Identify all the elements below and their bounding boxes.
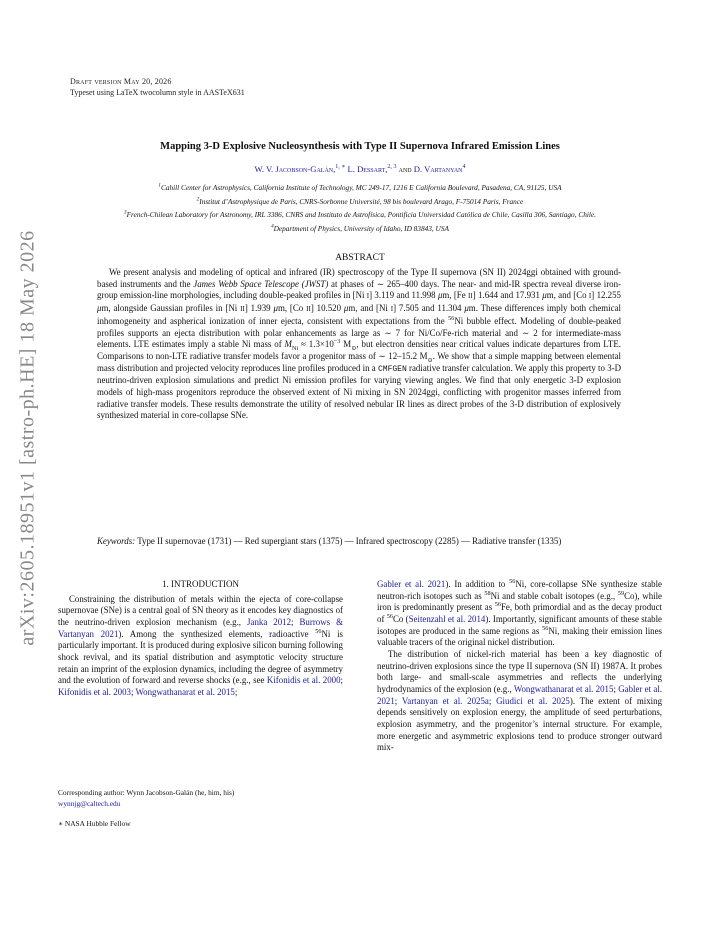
citation-link[interactable]: Kifonidis et al. 2000 [266,675,341,686]
affiliation-4: $^4$Department of Physics, University of Idaho, ID 83843, USA [271,223,449,233]
affiliation-1: $^1$Cahill Center for Astrophysics, California Institute of Technology, MC 249-17, 1216 E California Boulevard, Pasadena, CA, 91125, USA [158,182,562,192]
keywords-list: Type II supernovae (1731) — Red supergiant stars (1375) — Infrared spectroscopy (2285) — Radiative transfer (1335) [137,536,562,546]
citation-link[interactable]: Wongwathanarat et al. 2015 [513,683,614,694]
citation-link[interactable]: Janka 2012 [247,616,292,627]
abstract-body: We present analysis and modeling of optical and infrared (IR) spectroscopy of the Type II supernova (SN II) 2024ggi obtained with ground-based instruments and the James Webb Space Telescope (JWST) at phases of ∼ 265–400 days. The near- and mid-IR spectra reveal diverse iron-group emission-line morphologies, including double-peaked profiles in [Ni I] 3.119 and 11.998 μm, [Fe II] 1.644 and 17.931 μm, and [Co I] 12.255 μm, alongside Gaussian profiles in [Ni II] 1.939 μm, [Co II] 10.520 μm, and [Ni I] 7.505 and 11.304 μm. These differences imply both chemical inhomogeneity and aspherical ionization of inner ejecta, consistent with expectations from the $^{56}$Ni bubble effect. Modeling of double-peaked profiles supports an ejecta distribution with polar enhancements as large as ∼ 7 for Ni/Co/Fe-rich material and ∼ 2 for intermediate-mass elements. LTE estimates imply a stable Ni mass of $M_{Ni} \approx 1.3\times 10^{-3}$ $M_⊙$, but electron densities near critical values indicate departures from LTE. Comparisons to non-LTE radiative transfer models favor a progenitor mass of ∼ 12–15.2 $M_⊙$. We show that a simple mapping between elemental mass distribution and projected velocity reproduces line profiles produced in a CMFGEN radiative transfer calculation. We apply this property to 3-D neutrino-driven explosion simulations and predict Ni emission profiles for varying viewing angles. We find that only energetic 3-D explosion models of high-mass progenitors reproduce the observed extent of Ni mixing in SN 2024ggi, conflicting with progenitor masses inferred from radiative transfer models. These results demonstrate the utility of resolved nebular IR lines as direct probes of the 3-D distribution of explosively synthesized material in core-collapse SNe. [97,267,621,421]
typeset-note: Typeset using LaTeX twocolumn style in AASTeX631 [70,88,245,97]
arxiv-stamp [8,228,48,648]
author-1[interactable]: W. V. Jacobson-Galán, [254,164,336,174]
author-2-affil: 2, 3 [387,164,397,171]
intro-paragraph-2: The distribution of nickel-rich material has been a key diagnostic of neutrino-driven explosions since the type II supernova (SN II) 1987A. It probes both large- and small-scale asymmetries and reflects the underlying hydrodynamics of the explosion (e.g., Wongwathanarat et al. 2015; Gabler et al. 2021; Vartanyan et al. 2025a; Giudici et al. 2025). The extent of mixing depends sensitively on explosion energy, the amplitude of seed perturbations, explosion asymmetry, and the progenitor’s internal structure. For example, more energetic and asymmetric explosions tend to produce stronger outward mix- [377,648,663,753]
arxiv-id: arXiv:2605.18951v1 [astro-ph.HE] 18 May 2026 [16,230,39,646]
column-right [377,579,662,754]
citation-link[interactable]: Gabler et al. 2021 [377,683,663,706]
citation-link[interactable]: Giudici et al. 2025 [496,695,570,706]
citation-link[interactable]: Kifonidis et al. 2003 [58,686,131,697]
draft-header [70,76,245,98]
author-3[interactable]: D. Vartanyan [413,164,463,174]
draft-version: Draft version May 20, 2026 [70,77,172,86]
author-1-affil: 1, ∗ [335,164,346,171]
author-2[interactable]: L. Dessart, [347,164,388,174]
citation-link[interactable]: Gabler et al. 2021 [377,579,446,589]
author-list [0,164,720,174]
affiliation-2: $^2$Institut d’Astrophysique de Paris, CNRS-Sorbonne Université, 98 bis boulevard Arago, F-75014 Paris, France [196,196,524,206]
corresponding-author: Corresponding author: Wynn Jacobson-Galán (he, him, his) [58,788,235,797]
citation-link[interactable]: Seitenzahl et al. 2014 [408,613,486,624]
intro-paragraph-1: Constraining the distribution of metals within the ejecta of core-collapse supernovae (SNe) is a central goal of SN theory as it encodes key diagnostics of the neutrino-driven explosion mechanism (e.g., Janka 2012; Burrows & Vartanyan 2021). Among the synthesized elements, radioactive $^{56}$Ni is particularly important. It is produced during explosive silicon burning following shock revival, and its spatial distribution and asymptotic velocity structure retain an imprint of the explosion dynamics, including the degree of asymmetry and the evolution of forward and reverse shocks (e.g., see Kifonidis et al. 2000; Kifonidis et al. 2003; Wongwathanarat et al. 2015; [58,593,344,697]
citation-link[interactable]: Vartanyan et al. 2025a [401,695,489,706]
column-left [58,579,343,699]
affiliation-3: $^3$French-Chilean Laboratory for Astronomy, IRL 3386, CNRS and Instituto de Astrofísica, Pontificia Universidad Católica de Chile, Casilla 306, Santiago, Chile. [124,209,596,219]
citation-link[interactable]: Wongwathanarat et al. 2015 [135,686,235,697]
footnote-corresponding [58,787,343,809]
section-heading-introduction: 1. INTRODUCTION [162,579,239,589]
author-3-affil: 4 [462,164,466,171]
keywords-label: Keywords: [97,536,136,546]
citation-link[interactable]: Burrows & Vartanyan 2021 [58,616,344,639]
paper-title: Mapping 3-D Explosive Nucleosynthesis with Type II Supernova Infrared Emission Lines [160,141,560,152]
keywords [97,535,621,547]
intro-paragraph-1-cont: Gabler et al. 2021). In addition to $^{56}$Ni, core-collapse SNe synthesize stable neutron-rich isotopes such as $^{58}$Ni and stable cobalt isotopes (e.g., $^{59}$Co), while iron is predominantly present as $^{56}$Fe, both primordial and as the decay product of $^{56}$Co (Seitenzahl et al. 2014). Importantly, significant amounts of these stable isotopes are produced in the same regions as $^{56}$Ni, making their emission lines valuable tracers of the original nickel distribution. [377,578,663,648]
author-and: and [398,164,412,174]
footnote-fellow: ∗ NASA Hubble Fellow [58,819,131,828]
abstract-heading: ABSTRACT [335,253,385,263]
author-email-link[interactable]: wynnjg@caltech.edu [58,799,121,808]
